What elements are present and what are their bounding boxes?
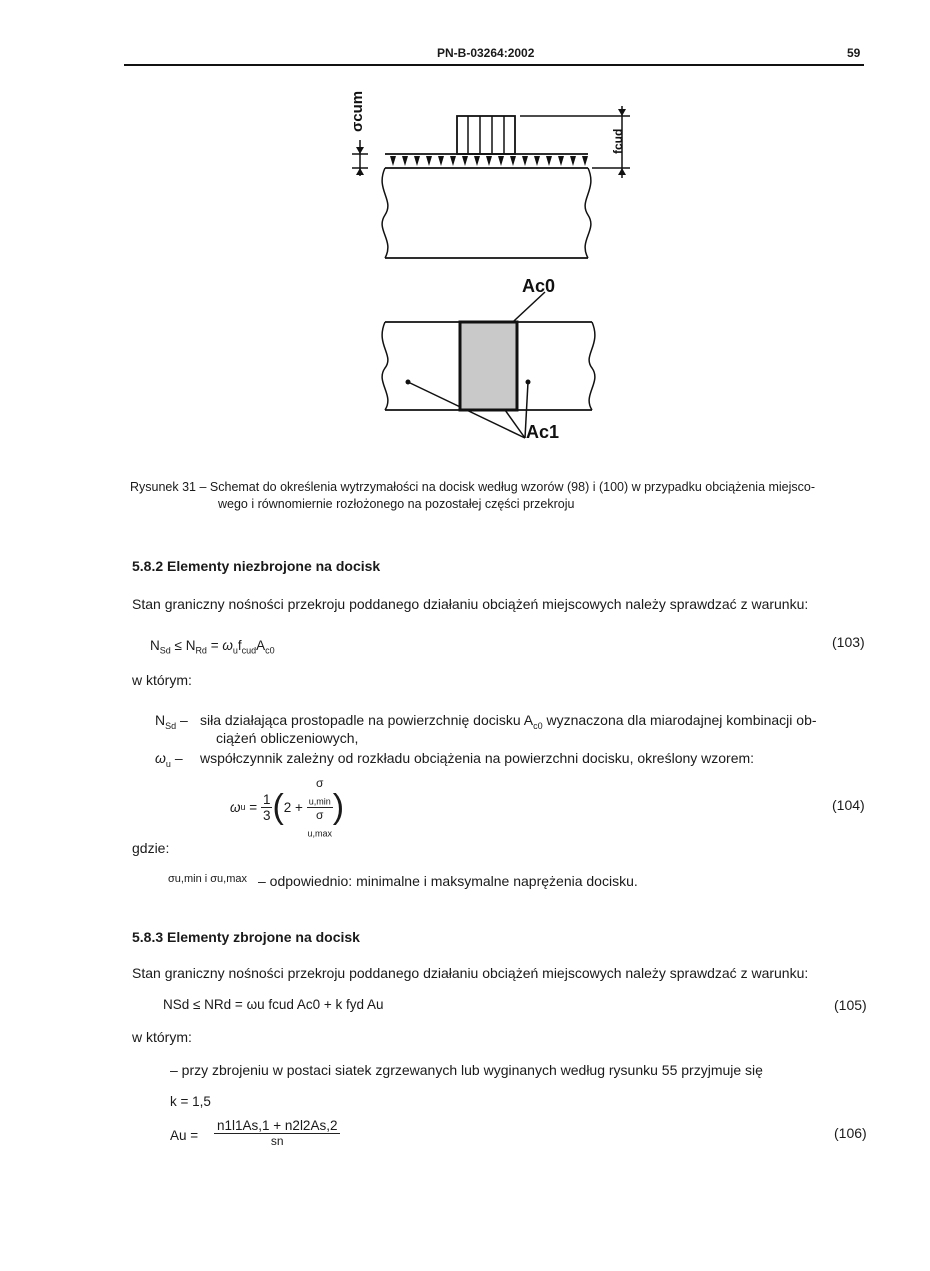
def-nsd-symbol: $N_{Sd}$ – [155, 712, 188, 731]
reinforcement-bullet: – przy zbrojeniu w postaci siatek zgrzewanych lub wyginanych według rysunku 55 przyjmuje się [170, 1062, 763, 1078]
section-heading-583: 5.8.3 Elementy zbrojone na docisk [132, 929, 360, 945]
k-value: k = 1,5 [170, 1094, 211, 1109]
sigma-cum-label: σcum [349, 90, 366, 132]
ac0-label: Ac0 [522, 276, 556, 296]
equation-104: ω u = $\frac{1}{3}$ ( 2 + σ $_{u,min}$ σ $_{u,max}$ ) [230, 776, 345, 838]
intro-583: Stan graniczny nośności przekroju poddanego działaniu obciążeń miejscowych należy sprawdzać z warunku: [132, 965, 809, 981]
ac0-area [460, 322, 517, 410]
au-lhs: Au = [170, 1128, 199, 1143]
equation-106-number: (106) [834, 1125, 867, 1141]
intro-582: Stan graniczny nośności przekroju poddanego działaniu obciążeń miejscowych należy sprawdzać z warunku: [132, 596, 809, 612]
sigma-symbols: σu,min i σu,max [168, 873, 247, 885]
def-omega-text: współczynnik zależny od rozkładu obciążenia na powierzchni docisku, określony wzorem: [200, 750, 755, 766]
au-denominator: sn [270, 1134, 284, 1148]
def-nsd-text: siła działająca prostopadle na powierzchnię docisku $A_{c0}$ wyznaczona dla miarodajnej kombinacji ob- [200, 712, 817, 731]
figure-caption-line1: Rysunek 31 – Schemat do określenia wytrzymałości na docisk według wzorów (98) i (100) w przypadku obciążenia miejsco- [130, 480, 816, 494]
equation-105-number: (105) [834, 997, 867, 1013]
ac1-label: Ac1 [526, 422, 560, 442]
where-582: w którym: [132, 672, 192, 688]
def-omega-symbol: $\omega_u$ – [155, 750, 183, 769]
equation-103-number: (103) [832, 634, 865, 650]
equation-103: $N_{Sd} \le N_{Rd} = \omega_uf_{cud}A_{c0}$ [150, 638, 275, 656]
equation-105: NSd ≤ NRd = ωu fcud Ac0 + k fyd Au [163, 997, 384, 1012]
au-numerator: n1l1As,1 + n2l2As,2 [214, 1118, 340, 1134]
figure-caption-line2: wego i równomiernie rozłożonego na pozostałej części przekroju [218, 497, 575, 511]
figure-31-diagram [330, 90, 640, 445]
def-nsd-text-line2: ciążeń obliczeniowych, [216, 730, 359, 746]
page-number: 59 [847, 46, 861, 60]
header-standard: PN-B-03264:2002 [437, 46, 535, 60]
section-heading-582: 5.8.2 Elementy niezbrojone na docisk [132, 558, 381, 574]
where-583: w którym: [132, 1029, 192, 1045]
sigma-definition: – odpowiednio: minimalne i maksymalne naprężenia docisku. [258, 873, 638, 889]
fcud-label: fcud [611, 128, 625, 154]
gdzie-label: gdzie: [132, 840, 170, 856]
au-fraction [214, 1118, 340, 1148]
header-rule [124, 64, 864, 66]
equation-104-number: (104) [832, 797, 865, 813]
